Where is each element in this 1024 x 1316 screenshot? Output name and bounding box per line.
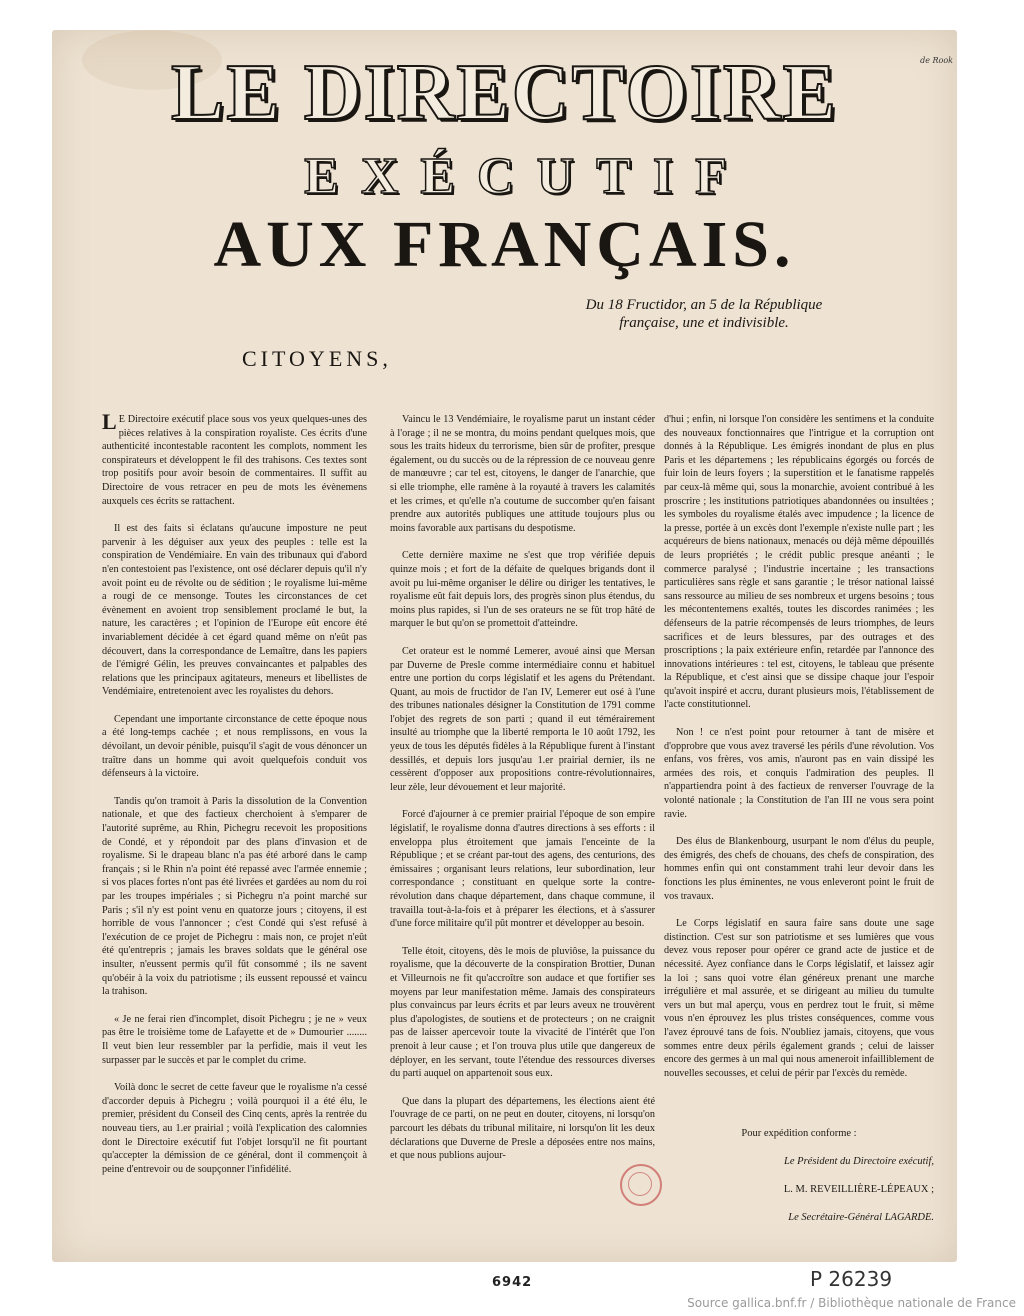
paragraph: Que dans la plupart des départemens, les élections aient été l'ouvrage de ce parti, on ne peut en douter, citoyens, ni lorsqu'on parcourt les débats du tribunal militaire, ni lorsqu'on lit les deux déclarations que Duverne de Presle a déposées entre nos mains, et que nous publions aujour- xyxy=(390,1095,655,1162)
text-column-1 xyxy=(102,413,367,1213)
paragraph: « Je ne ferai rien d'incomplet, disoit Pichegru ; je ne » veux pas être le troisième tome de Lafayette et de » Dumourier ........ Il veut bien leur ressembler par la perfidie, mais il veut les surpasser par le succès et par le complet du crime. xyxy=(102,1013,367,1066)
paragraph: Cependant une importante circonstance de cette époque nous a été long-temps cachée ; et nous remplissons, en vous la dévoilant, un devoir pénible, puisqu'il s'agit de vous dénoncer un traître dans un homme qui avoit quelquefois conduit vos défenseurs à la victoire. xyxy=(102,713,367,780)
drop-cap: L xyxy=(102,413,117,434)
signature-secretary: Le Secrétaire-Général LAGARDE. xyxy=(788,1212,934,1223)
paragraph: Le Corps législatif en saura faire sans doute une sage distinction. C'est sur son patriotisme et ses lumières que vous devez vous reposer pour opérer ce grand acte de justice et de nécessité. Ayez confiance dans le Corps législatif, et laissez agir la loi ; sans quoi votre élan généreux prenant une marche irrégulière et mal assurée, et se dirigeant au milieu du tumulte vers un but mal aperçu, vous en perdrez tout le fruit, si même vous n'en éprouvez les plus tristes conséquences, comme vous l'avez éprouvé tans de fois. N'oubliez jamais, citoyens, que vous sommes entre deux périls également grands ; celui de laisser encore des germes à un mal qui nous ameneroit infailliblement de nouvelles secousses, et celui de périr par l'excès du remède. xyxy=(664,918,934,1079)
title-line-3: AUX FRANÇAIS. xyxy=(213,208,796,281)
title-line-1: LE DIRECTOIRE xyxy=(171,49,838,137)
paragraph: d'hui ; enfin, ni lorsque l'on considère les sentimens et la conduite des nouveaux fonctionnaires que l'intrigue et la corruption ont donnés à la République. Les émigrés inondant de plus en plus Paris et les départemens ; les républicains égorgés ou forcés de fuir loin de leurs foyers ; la superstition et le fanatisme rappelés par ceux-là même qui, sous la monarchie, avoient contribué à les proscrire ; les institutions patriotiques abandonnées ou insultées ; les symboles du royalisme étalés avec impudence ; la licence de la presse, portée à un excès dont l'exemple n'existe nulle part ; les acquéreurs de biens nationaux, menacés ou déjà même dépouillés de leurs propriétés ; le crédit public presque anéanti ; le commerce paralysé ; l'industrie incertaine ; les transactions particulières sans règle et sans garantie ; le trésor national laissé sans ressource au milieu de ses nombreux et urgens besoins ; tous les mécontentemens exaltés, toutes les discordes ranimées ; les défenseurs de la patrie récompensés de leurs triomphes, de leurs sacrifices et de leurs blessures, par des outrages et des proscriptions ; la paix extérieure enfin, retardée par l'annonce des innovations intérieures : tel est, citoyens, le tableau que présente la République, et c'est ainsi que se dissipe chaque jour l'espoir qu'avoit inspiré et accru, durant plusieurs mois, l'établissement de l'acte constitutionnel. xyxy=(664,414,934,711)
source-credit: Source gallica.bnf.fr / Bibliothèque nationale de France xyxy=(687,1296,1016,1310)
date-line xyxy=(524,296,884,332)
paragraph: Voilà donc le secret de cette faveur que le royalisme n'a cessé d'accorder depuis à Pichegru ; voilà pourquoi il a été élu, le premier, président du Conseil des Cinq cents, après la rentrée du nouveau tiers, au 1.er prairial ; voilà l'explication des calomnies dont le Directoire exécutif fut l'objet lorsqu'il ne fit pourtant qu'accepter la démission de ce général, dont il commençoit à peine d'entrevoir ou de soupçonner l'infidélité. xyxy=(102,1082,367,1175)
signature-block xyxy=(664,1120,934,1232)
document-sheet xyxy=(52,30,957,1262)
paragraph: L E Directoire exécutif place sous vos yeux quelques-unes des pièces relatives à la conspiration royaliste. Ces écrits d'une authenticité incontestable racontent les complots, nomment les conspirateurs et développent le fil des trahisons. Ces textes sont trop positifs pour avoir besoin de commentaires. Il suffit au Directoire de vous retracer en peu de mots les évènemens auxquels ces écrits se rattachent. xyxy=(102,413,367,507)
shelfmark: P 26239 xyxy=(810,1267,893,1291)
paragraph: Des élus de Blankenbourg, usurpant le nom d'élus du peuple, des émigrés, des chefs de chouans, des chefs de conspiration, des hommes enfin qui ont constamment trahi leur devoir dans les fonctions les plus éminentes, ne vous enleveront point le fruit de vos travaux. xyxy=(664,836,934,902)
text-column-3 xyxy=(664,413,934,1213)
paragraph: Vaincu le 13 Vendémiaire, le royalisme parut un instant céder à l'orage ; il ne se montra, du moins pendant quelques mois, que sous les traits hideux du terrorisme, bien sûr de profiter, presque également, ou du succès ou de la répression de ce nouveau genre de manœuvre ; car tel est, citoyens, le danger de l'anarchie, que si elle triomphe, elle ramène à la royauté à travers les calamités et les crimes, et qu'elle n'a coutume de succomber qu'en faisant prendre aux autorités publiques une attitude toujours plus ou moins favorable aux partisans du despotisme. xyxy=(390,414,655,534)
print-number: 6942 xyxy=(492,1275,533,1290)
signature-name: L. M. REVEILLIÈRE-LÉPEAUX ; xyxy=(783,1184,934,1195)
paragraph: Il est des faits si éclatans qu'aucune imposture ne peut parvenir à les déguiser aux yeux des peuples : telle est la conspiration de Vendémiaire. En vain des tribunaux qui d'abord n'en contestoient pas l'existence, ont osé déclarer depuis qu'il n'y avoit point eu de révolte ou de sédition ; le royalisme lui-même a rougi de ce mensonge. Toutes les circonstances de cet évènement en avoient trop sensiblement proclamé le but, la nature, les caractères ; et l'opinion de l'Europe eût encore été invariablement décidée à cet égard quand même on n'eût pas découvert, dans la correspondance de Lemaître, dans les papiers de l'émigré Gélin, les preuves convaincantes et palpables des relations que les principaux agitateurs, meneurs et libellistes de Vendémiaire, entretenoient avec les royalistes du dehors. xyxy=(102,523,367,698)
library-stamp-icon xyxy=(620,1164,662,1206)
date-line-2: française, une et indivisible. xyxy=(619,315,789,331)
paragraph: Cet orateur est le nommé Lemerer, avoué ainsi que Mersan par Duverne de Presle comme intermédiaire connu et habituel entre une portion du corps législatif et les agens du Prétendant. Quant, au mois de fructidor de l'an IV, Lemerer eut osé à l'une des tribunes nationales désigner la Constitution de 1791 comme l'objet des regrets de son parti ; quand il eut témérairement insulté au triomphe que la liberté remporta le 10 août 1792, les yeux de tous les députés fidèles à la République furent à l'instant dessillés, et depuis lors jusqu'au 1.er prairial dernier, ils ne cessèrent d'opposer aux propositions contre-révolutionnaires, leur zèle, leur dévouement et leur majorité. xyxy=(390,645,655,793)
signature-title: Le Président du Directoire exécutif, xyxy=(784,1156,934,1167)
date-line-1: Du 18 Fructidor, an 5 de la République xyxy=(585,297,823,313)
corner-note: de Rook xyxy=(920,56,953,65)
paragraph: Cette dernière maxime ne s'est que trop vérifiée depuis quinze mois ; et fort de la défaite de quelques brigands dont il avoit pu lui-même organiser le délire ou diriger les tentatives, le royalisme eût fait depuis lors, des progrès sinon plus étendus, du moins plus rapides, si l'un de ses orateurs ne se fût trop hâté de marquer le but qu'on se promettoit d'atteindre. xyxy=(390,550,655,630)
text-column-2 xyxy=(390,413,655,1213)
title-line-2: EXÉCUTIF xyxy=(304,148,749,205)
paragraph: Non ! ce n'est point pour retourner à tant de misère et d'opprobre que vous avez traversé les périls d'une révolution. Vos enfans, vos frères, vos amis, n'auront pas en vain dissipé les armées des rois, et conquis l'admiration des peuples. Il n'appartiendra point à des factieux de renverser l'ouvrage de la volonté nationale ; la Constitution de l'an III ne vous sera point ravie. xyxy=(664,727,934,820)
salutation: CITOYENS, xyxy=(242,346,392,371)
paragraph: Forcé d'ajourner à ce premier prairial l'époque de son empire législatif, le royalisme donna d'autres directions à ses efforts : il enveloppa plus étroitement que jamais l'enceinte de la République ; et se créant par-tout des agens, des centurions, des émissaires ; organisant leurs relations, leur subordination, leur correspondance ; constituant en quelque sorte la contre-révolution dans chaque département, dans chaque commune, il travailla tout-à-la-fois et à préparer les élections, et à s'assurer d'une force militaire qu'il pût montrer et développer au besoin. xyxy=(390,809,655,930)
paragraph: Telle étoit, citoyens, dès le mois de pluviôse, la puissance du royalisme, que la découverte de la conspiration Brottier, Dunan et Villeurnois ne fit qu'accroître son audace et que fortifier ses moyens par leur manifestation même. Jamais des conspirateurs plus convaincus par leurs écrits et par leurs aveux ne trouvèrent plus d'apologistes, de soutiens et de protecteurs ; on ne craignit pas de laisser apercevoir toute la vivacité de l'intérêt que l'on prenoit à leur cause ; et l'on trouva plus utile que dangereux de déployer, en les servant, toute l'étendue des ressources diverses du parti auquel on appartenoit sous eux. xyxy=(390,945,655,1080)
paragraph: Tandis qu'on tramoit à Paris la dissolution de la Convention nationale, et que des factieux cherchoient à s'emparer de l'autorité suprême, au Rhin, Pichegru recevoit les propositions de Condé, et y répondoit par des plans d'invasion et de royalisme. Si le drapeau blanc n'a pas été arboré dans le camp français ; si le Rhin n'a point été repassé avec l'armée ennemie ; si vos places fortes n'ont pas été livrées et gardées au nom du roi par les troupes impériales ; si Pichegru n'a point marché sur Paris ; s'il n'y est point venu en quatorze jours ; citoyens, il est horrible de vous l'annoncer ; c'est Condé qui s'est refusé à l'exécution de ce projet de Pichegru : mais non, ce projet n'eût été qu'entrepris ; jamais les braves soldats que le général ose insulter, n'eussent permis qu'il fût consommé ; ils ne savent qu'obéir à la voix du patriotisme ; ils eussent repoussé et vaincu la trahison. xyxy=(102,795,367,998)
signature-intro: Pour expédition conforme : xyxy=(741,1128,857,1139)
